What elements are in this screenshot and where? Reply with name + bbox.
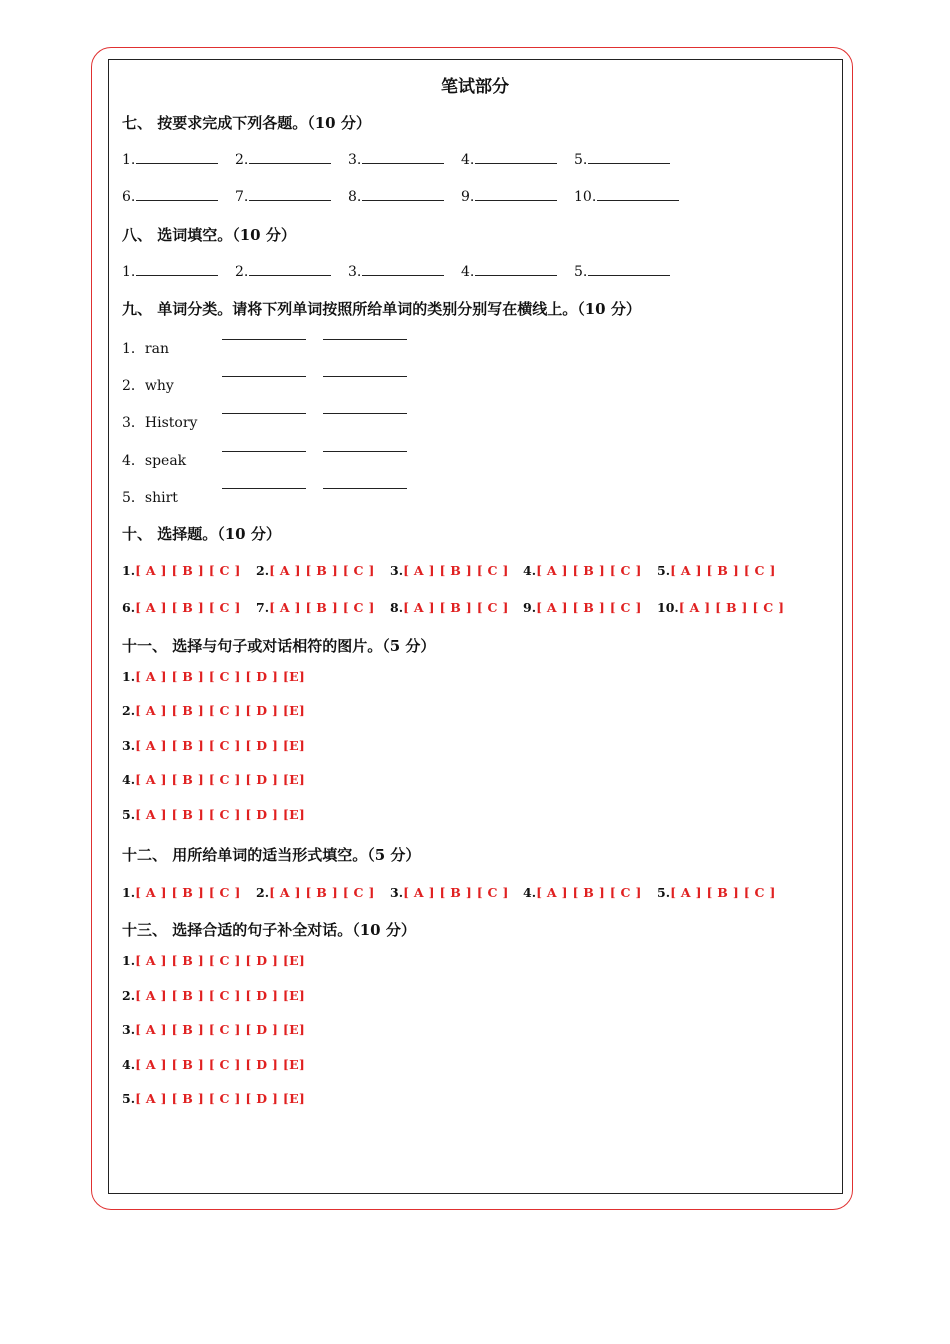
s10-q2-choices[interactable]: 2.[ A ] [ B ] [ C ]: [256, 563, 375, 578]
s9-word-2: 2．why: [122, 378, 174, 394]
s8-blank-1[interactable]: 1.: [122, 262, 218, 280]
s8-blank-3[interactable]: 3.: [348, 262, 444, 280]
s9-line-3b[interactable]: [323, 413, 407, 414]
s7-blank-8[interactable]: 8.: [348, 187, 444, 205]
s9-word-3: 3．History: [122, 415, 198, 431]
s10-q7-choices[interactable]: 7.[ A ] [ B ] [ C ]: [256, 600, 375, 615]
s7-blank-7[interactable]: 7.: [235, 187, 331, 205]
s8-blank-4[interactable]: 4.: [461, 262, 557, 280]
s8-blank-2[interactable]: 2.: [235, 262, 331, 280]
s13-q2-choices[interactable]: 2.[ A ] [ B ] [ C ] [ D ] [E]: [122, 988, 306, 1003]
s13-q3-choices[interactable]: 3.[ A ] [ B ] [ C ] [ D ] [E]: [122, 1022, 306, 1037]
s10-q8-choices[interactable]: 8.[ A ] [ B ] [ C ]: [390, 600, 509, 615]
s7-blank-4[interactable]: 4.: [461, 150, 557, 168]
s11-q2-choices[interactable]: 2.[ A ] [ B ] [ C ] [ D ] [E]: [122, 703, 306, 718]
s9-line-3a[interactable]: [222, 413, 306, 414]
section-7-heading: 七、 按要求完成下列各题。（10 分）: [122, 114, 371, 132]
s7-blank-6[interactable]: 6.: [122, 187, 218, 205]
s11-q4-choices[interactable]: 4.[ A ] [ B ] [ C ] [ D ] [E]: [122, 772, 306, 787]
s7-blank-5[interactable]: 5.: [574, 150, 670, 168]
s11-q1-choices[interactable]: 1.[ A ] [ B ] [ C ] [ D ] [E]: [122, 669, 306, 684]
s9-line-4a[interactable]: [222, 451, 306, 452]
s12-q5-choices[interactable]: 5.[ A ] [ B ] [ C ]: [657, 885, 776, 900]
s10-q5-choices[interactable]: 5.[ A ] [ B ] [ C ]: [657, 563, 776, 578]
section-8-heading: 八、 选词填空。（10 分）: [122, 226, 296, 244]
s9-word-1: 1．ran: [122, 341, 169, 357]
s10-q6-choices[interactable]: 6.[ A ] [ B ] [ C ]: [122, 600, 241, 615]
s10-q9-choices[interactable]: 9.[ A ] [ B ] [ C ]: [523, 600, 642, 615]
s7-blank-1[interactable]: 1.: [122, 150, 218, 168]
page-title: 笔试部分: [441, 77, 509, 97]
s9-word-4: 4．speak: [122, 453, 187, 469]
s12-q1-choices[interactable]: 1.[ A ] [ B ] [ C ]: [122, 885, 241, 900]
section-12-heading: 十二、 用所给单词的适当形式填空。（5 分）: [122, 846, 421, 864]
s13-q1-choices[interactable]: 1.[ A ] [ B ] [ C ] [ D ] [E]: [122, 953, 306, 968]
s9-line-2a[interactable]: [222, 376, 306, 377]
s8-blank-5[interactable]: 5.: [574, 262, 670, 280]
s9-line-4b[interactable]: [323, 451, 407, 452]
s7-blank-2[interactable]: 2.: [235, 150, 331, 168]
s10-q10-choices[interactable]: 10.[ A ] [ B ] [ C ]: [657, 600, 785, 615]
s11-q3-choices[interactable]: 3.[ A ] [ B ] [ C ] [ D ] [E]: [122, 738, 306, 753]
s9-line-2b[interactable]: [323, 376, 407, 377]
s7-blank-9[interactable]: 9.: [461, 187, 557, 205]
s10-q3-choices[interactable]: 3.[ A ] [ B ] [ C ]: [390, 563, 509, 578]
s13-q5-choices[interactable]: 5.[ A ] [ B ] [ C ] [ D ] [E]: [122, 1091, 306, 1106]
s9-line-5a[interactable]: [222, 488, 306, 489]
section-13-heading: 十三、 选择合适的句子补全对话。（10 分）: [122, 921, 416, 939]
s12-q2-choices[interactable]: 2.[ A ] [ B ] [ C ]: [256, 885, 375, 900]
section-11-heading: 十一、 选择与句子或对话相符的图片。（5 分）: [122, 637, 436, 655]
s9-line-1a[interactable]: [222, 339, 306, 340]
s10-q1-choices[interactable]: 1.[ A ] [ B ] [ C ]: [122, 563, 241, 578]
s7-blank-3[interactable]: 3.: [348, 150, 444, 168]
section-9-heading: 九、 单词分类。请将下列单词按照所给单词的类别分别写在横线上。（10 分）: [122, 300, 641, 318]
s9-line-5b[interactable]: [323, 488, 407, 489]
s9-line-1b[interactable]: [323, 339, 407, 340]
s13-q4-choices[interactable]: 4.[ A ] [ B ] [ C ] [ D ] [E]: [122, 1057, 306, 1072]
s10-q4-choices[interactable]: 4.[ A ] [ B ] [ C ]: [523, 563, 642, 578]
section-10-heading: 十、 选择题。（10 分）: [122, 525, 281, 543]
s7-blank-10[interactable]: 10.: [574, 187, 679, 205]
s9-word-5: 5．shirt: [122, 490, 178, 506]
s11-q5-choices[interactable]: 5.[ A ] [ B ] [ C ] [ D ] [E]: [122, 807, 306, 822]
s12-q3-choices[interactable]: 3.[ A ] [ B ] [ C ]: [390, 885, 509, 900]
s12-q4-choices[interactable]: 4.[ A ] [ B ] [ C ]: [523, 885, 642, 900]
